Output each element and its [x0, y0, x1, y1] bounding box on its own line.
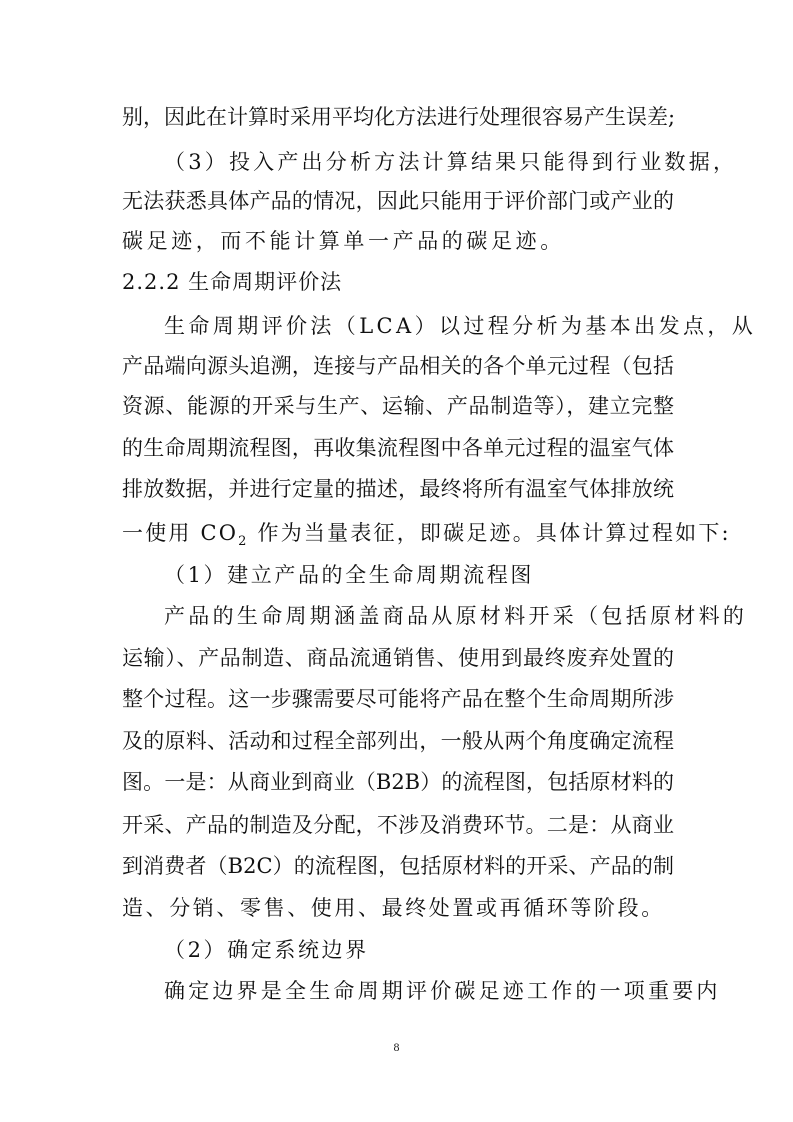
- text-segment: 一使用 CO: [122, 521, 239, 545]
- text-segment: 作为当量表征，即碳足迹。具体计算过程如下:: [248, 521, 731, 545]
- text-line: 确定边界是全生命周期评价碳足迹工作的一项重要内: [164, 979, 721, 1003]
- text-line: 运输）、产品制造、商品流通销售、使用到最终废弃处置的: [122, 646, 674, 670]
- subscript: 2: [238, 534, 249, 550]
- text-line: 资源、能源的开采与生产、运输、产品制造等），建立完整: [122, 394, 674, 418]
- text-line: 到消费者（B2C）的流程图，包括原材料的开采、产品的制: [122, 854, 674, 878]
- text-line: 整个过程。这一步骤需要尽可能将产品在整个生命周期所涉: [122, 687, 674, 711]
- text-line: 及的原料、活动和过程全部列出，一般从两个角度确定流程: [122, 729, 674, 753]
- section-heading: 2.2.2 生命周期评价法: [122, 270, 343, 294]
- text-line: 生命周期评价法（LCA）以过程分析为基本出发点，从: [164, 314, 757, 338]
- text-line: 产品的生命周期涵盖商品从原材料开采（包括原材料的: [164, 604, 748, 628]
- text-line: （1）建立产品的全生命周期流程图: [164, 563, 534, 587]
- text-line: 碳足迹，而不能计算单一产品的碳足迹。: [122, 229, 565, 253]
- page-number: 8: [393, 1040, 400, 1054]
- text-line: 造、分销、零售、使用、最终处置或再循环等阶段。: [122, 896, 665, 920]
- text-line: 的生命周期流程图，再收集流程图中各单元过程的温室气体: [122, 436, 674, 460]
- text-line: 排放数据，并进行定量的描述，最终将所有温室气体排放统: [122, 477, 674, 501]
- text-line: 无法获悉具体产品的情况，因此只能用于评价部门或产业的: [122, 189, 674, 213]
- text-line: 别，因此在计算时采用平均化方法进行处理很容易产生误差;: [122, 105, 676, 129]
- text-line: [122, 518, 731, 548]
- text-line: 产品端向源头追溯，连接与产品相关的各个单元过程（包括: [122, 354, 674, 378]
- text-line: （3）投入产出分析方法计算结果只能得到行业数据，: [164, 150, 738, 174]
- text-line: （2）确定系统边界: [164, 938, 369, 962]
- text-line: 开采、产品的制造及分配，不涉及消费环节。二是：从商业: [122, 813, 674, 837]
- text-line: 图。一是：从商业到商业（B2B）的流程图，包括原材料的: [122, 770, 674, 794]
